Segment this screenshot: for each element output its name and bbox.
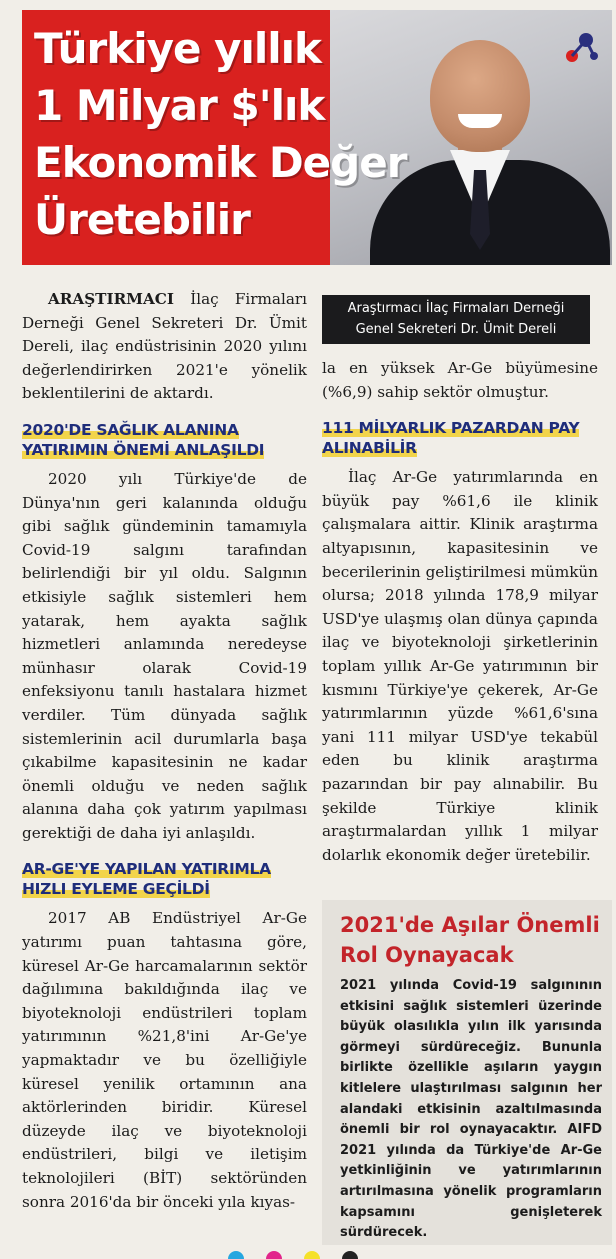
left-column xyxy=(22,288,307,1214)
intro-paragraph xyxy=(22,288,307,406)
sidebar-box xyxy=(322,900,612,1245)
sidebar-text: 2021 yılında Covid-19 salgınının etkisini sağlık sistemleri üzerinde büyük olasılıkla yılın ilk yarısında görmeyi sürdüreceğiz. Bununla birlikte özellikle aşıların yaygın kitlelere ulaştırılması salgının her alandaki etkisinin azaltılmasında önemli bir rol oynayacaktır. AIFD 2021 yılında da Türkiye'de Ar-Ge yetkinliğinin ve yatırımlarının artırılmasına yönelik programların kapsamını genişleterek sürdürecek. xyxy=(340,978,602,1241)
section2-text: 2017 AB Endüstriyel Ar-Ge yatırımı puan tahtasına göre, küresel Ar-Ge harcamalarının sektör dağılımına bakıldığında ilaç ve biyoteknoloji endüstrileri toplam yatırımının %21,8'ini Ar-Ge'ye yapmaktadır ve bu özelliğiyle küresel yenilik ortamının ana aktörlerinden biridir. Küresel düzeyde ilaç ve biyoteknoloji endüstrileri, bilgi ve iletişim teknolojileri (BİT) sektöründen sonra 2016'da bir önceki yıla kıyas- xyxy=(22,909,307,1211)
portrait-head xyxy=(430,40,530,152)
headline-line-2: 1 Milyar $'lık xyxy=(34,81,325,130)
intro-lead: ARAŞTIRMACI xyxy=(48,290,174,308)
headline xyxy=(34,20,414,248)
sidebar-title: 2021'de Aşılar Önemli Rol Oynayacak xyxy=(340,913,600,967)
article-header xyxy=(22,10,612,265)
section1-text: 2020 yılı Türkiye'de de Dünya'nın geri kalanında olduğu gibi sağlık gündeminin tamamıyla Covid-19 salgını tarafından belirlendiği bir yıl oldu. Salgının etkisiyle sağlık sistemleri hem yatarak, hem ayakta sağlık hizmetleri anlamında neredeyse münhasır olarak Covid-19 enfeksiyonu tanılı hastalara hizmet verdiler. Tüm dünyada sağlık sistemlerinin acil durumlarla başa çıkabilme kapasitesinin ne kadar önemli olduğu ve neden sağlık alanına daha çok yatırım yapılması gerektiği de daha iyi anlaşıldı. xyxy=(22,469,307,842)
section1-title: 2020'DE SAĞLIK ALANINA YATIRIMIN ÖNEMİ ANLAŞILDI xyxy=(22,420,265,459)
section2-title: AR-GE'YE YAPILAN YATIRIMLA HIZLI EYLEME GEÇİLDİ xyxy=(22,860,271,899)
headline-line-3: Ekonomik Değer xyxy=(34,138,407,187)
section3-text: İlaç Ar-Ge yatırımlarında en büyük pay %61,6 ile klinik çalışmalara aittir. Klinik araştırma altyapısının, kapasitesinin ve becerilerinin geliştirilmesi mümkün olursa; 2018 yılında 178,9 milyar USD'ye ulaşmış olan dünya çapında ilaç ve biyoteknoloji şirketlerinin toplam yıllık Ar-Ge yatırımının bir kısmını Türkiye'ye çekerek, Ar-Ge yatırımlarının yüzde %61,6'sına yani 111 milyar USD'ye tekabül eden bu klinik araştırma pazarından bir pay alınabilir. Bu şekilde Türkiye klinik araştırmalardan yıllık 1 milyar dolarlık ekonomik değer üretebilir. xyxy=(322,468,598,864)
headline-line-1: Türkiye yıllık xyxy=(34,24,321,73)
headline-line-4: Üretebilir xyxy=(34,195,250,244)
caption-line-2: Genel Sekreteri Dr. Ümit Dereli xyxy=(355,322,557,337)
photo-caption xyxy=(322,295,590,344)
association-logo-icon xyxy=(560,26,602,68)
intro-text: İlaç Firmaları Derneği Genel Sekreteri Dr. Ümit Dereli, ilaç endüstrisinin 2020 yılını değerlendirirken 2021'e yönelik beklentilerini de aktardı. xyxy=(22,290,307,403)
caption-line-1: Araştırmacı İlaç Firmaları Derneği xyxy=(347,301,565,316)
section3-title: 111 MİLYARLIK PAZARDAN PAY ALINABİLİR xyxy=(322,419,580,458)
right-continuation: la en yüksek Ar-Ge büyümesine (%6,9) sahip sektör olmuştur. xyxy=(322,359,598,401)
right-column xyxy=(322,357,598,867)
color-registration-dots-icon xyxy=(226,1250,366,1259)
